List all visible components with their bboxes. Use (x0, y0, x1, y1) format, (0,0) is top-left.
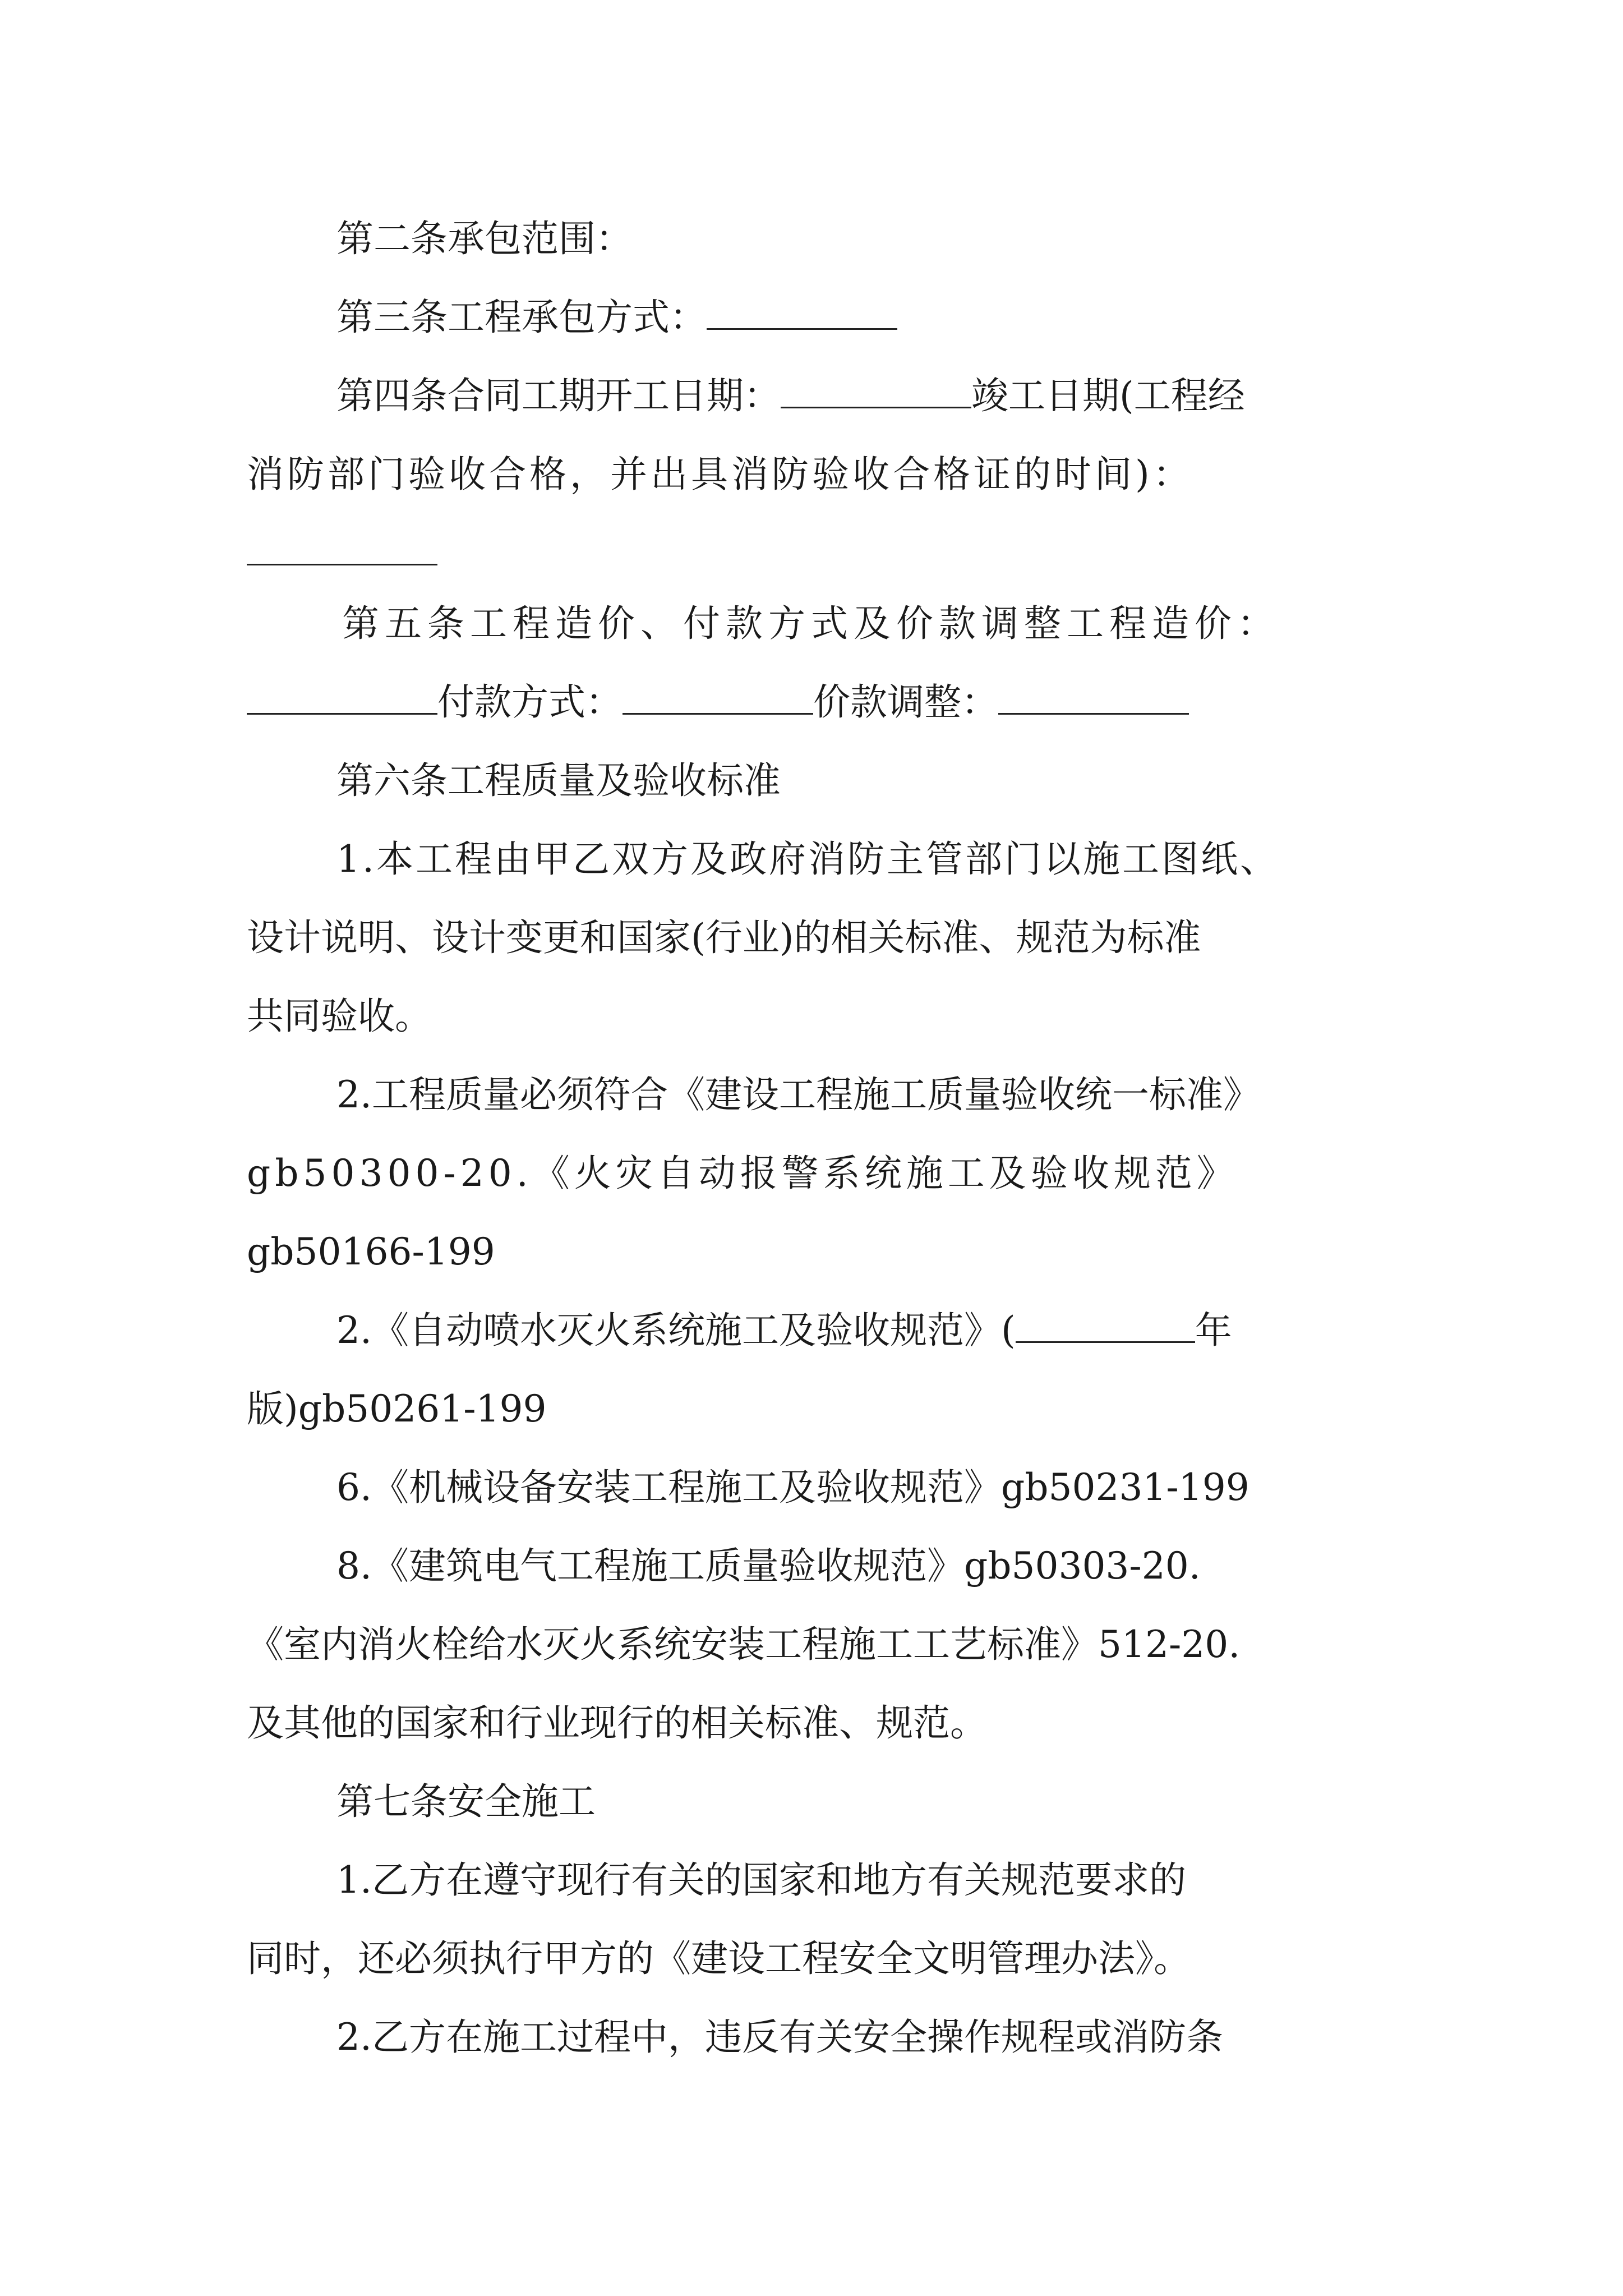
article-6-item-1: 1.本工程由甲乙双方及政府消防主管部门以施工图纸、 (336, 838, 1279, 881)
article-6-item-3-cont: 版)gb50261-199 (247, 1387, 547, 1430)
article-4-duration: 第四条合同工期开工日期： 竣工日期(工程经 (336, 369, 1245, 423)
blank-payment-method[interactable] (623, 676, 813, 715)
article-6-item-6: 6.《机械设备安装工程施工及验收规范》gb50231-199 (336, 1466, 1249, 1509)
article-2-scope: 第二条承包范围： (336, 217, 633, 260)
article-7-safety-title: 第七条安全施工 (336, 1780, 596, 1823)
article-5-price-payment: 第五条工程造价、付款方式及价款调整工程造价： (342, 602, 1280, 645)
article-3-contract-method: 第三条工程承包方式： (336, 291, 897, 344)
blank-price-adjustment[interactable] (998, 676, 1189, 715)
article-6-quality-title: 第六条工程质量及验收标准 (336, 759, 781, 802)
article-5-price-payment-cont: 付款方式： 价款调整： (247, 675, 1189, 729)
article-7-item-1-cont: 同时，还必须执行甲方的《建设工程安全文明管理办法》。 (247, 1937, 1191, 1980)
article-6-item-1-end: 共同验收。 (247, 995, 432, 1038)
blank-edition-year[interactable] (1016, 1304, 1195, 1343)
article-6-item-2-end: gb50166-199 (247, 1230, 495, 1273)
blank-start-date[interactable] (781, 370, 971, 408)
article-6-item-2-cont: gb50300-20.《火灾自动报警系统施工及验收规范》 (247, 1152, 1238, 1195)
blank-contract-method[interactable] (707, 291, 897, 330)
blank-project-price[interactable] (247, 676, 437, 715)
article-7-item-1: 1.乙方在遵守现行有关的国家和地方有关规范要求的 (336, 1858, 1186, 1902)
article-7-item-2: 2.乙方在施工过程中，违反有关安全操作规程或消防条 (336, 2016, 1223, 2059)
article-4-duration-cont: 消防部门验收合格，并出具消防验收合格证的时间)： (247, 453, 1193, 496)
article-6-item-8-end: 及其他的国家和行业现行的相关标准、规范。 (247, 1701, 987, 1745)
article-6-item-8: 8.《建筑电气工程施工质量验收规范》gb50303-20. (336, 1544, 1201, 1588)
article-6-item-2: 2.工程质量必须符合《建设工程施工质量验收统一标准》 (336, 1073, 1260, 1116)
article-6-item-8-cont: 《室内消火栓给水灭火系统安装工程施工工艺标准》512-20. (247, 1623, 1241, 1666)
article-6-item-3: 2.《自动喷水灭火系统施工及验收规范》( 年 (336, 1304, 1232, 1358)
blank-completion-date[interactable] (247, 527, 437, 565)
article-4-completion-blank-line (247, 526, 437, 580)
article-6-item-1-cont: 设计说明、设计变更和国家(行业)的相关标准、规范为标准 (247, 916, 1201, 959)
